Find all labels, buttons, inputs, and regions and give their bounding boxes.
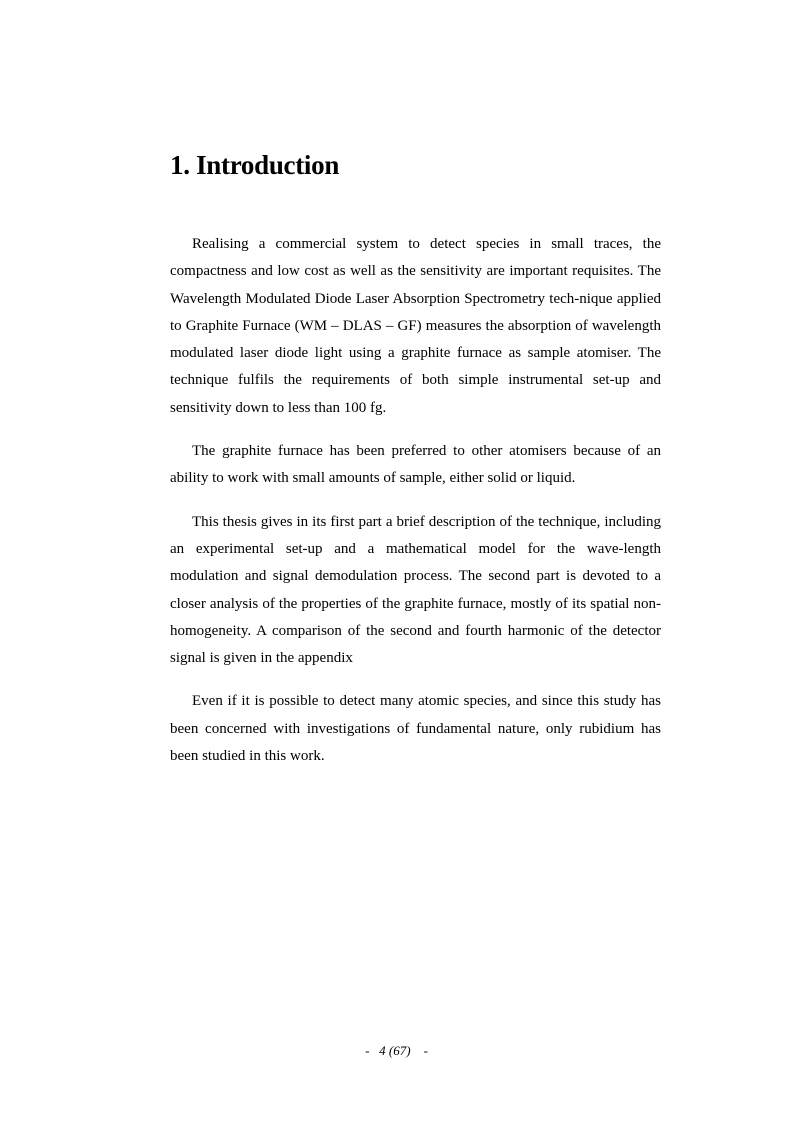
paragraph-2: The graphite furnace has been preferred to other atomisers because of an ability to work with small amounts of sample, either solid or liquid. (170, 443, 661, 487)
section-heading: 1. Introduction (170, 150, 340, 180)
paragraph-4: Even if it is possible to detect many atomic species, and since this study has been concerned with investigations of fundamental nature, only rubidium has been studied in this work. (170, 693, 661, 765)
footer-dash-left: - (365, 1043, 370, 1058)
paragraph-3: This thesis gives in its first part a brief description of the technique, including an experimental set-up and a mathematical model for the wave-length modulation and signal demodulation process. The second part is devoted to a closer analysis of the properties of the graphite furnace, mostly of its spatial non-homogeneity. A comparison of the second and fourth harmonic of the detector signal is given in the appendix (170, 513, 661, 667)
body-text (170, 231, 661, 786)
page-footer (0, 1043, 793, 1059)
page-number: 4 (67) (379, 1043, 411, 1058)
footer-dash-right: - (423, 1043, 428, 1058)
paragraph-1: Realising a commercial system to detect species in small traces, the compactness and low cost as well as the sensitivity are important requisites. The Wavelength Modulated Diode Laser Absorption Spectrometry tech-nique applied to Graphite Furnace (WM – DLAS – GF) measures the absorption of wavelength modulated laser diode light using a graphite furnace as sample atomiser. The technique fulfils the requirements of both simple instrumental set-up and sensitivity down to less than 100 fg. (170, 236, 661, 416)
